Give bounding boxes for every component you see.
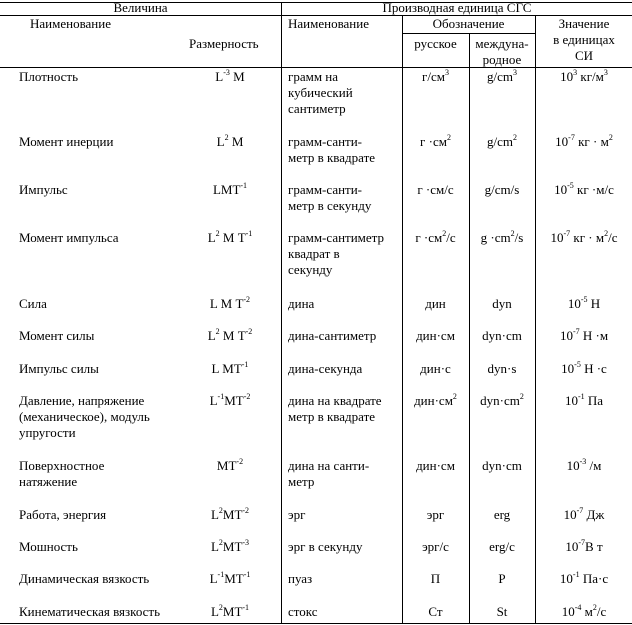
column-separator-1	[281, 2, 282, 623]
row-si-value: $10^{-5}$ Н	[567, 294, 601, 311]
row-international-symbol: $g/cm^3$	[487, 67, 517, 84]
header-si-value-2: в единицах	[553, 32, 615, 47]
row-si-value: $10^{-7}$ кг · $м^2/с$	[550, 228, 618, 245]
row-quantity-name: Момент силы	[19, 328, 95, 343]
row-dimension: $L^{-1}МТ^{-1}$	[209, 569, 251, 586]
row-international-symbol: erg/c	[489, 539, 515, 554]
row-quantity-name: Поверхностное	[19, 458, 105, 473]
row-unit-name: грамм-сантиметр	[288, 230, 385, 245]
row-dimension: $L^2МТ^{-2}$	[210, 505, 250, 522]
row-quantity-name: Импульс силы	[19, 361, 99, 376]
row-russian-symbol: эрг	[426, 507, 445, 522]
table-bottom-rule	[0, 623, 632, 624]
row-quantity-name: упругости	[19, 425, 76, 440]
row-si-value: $10^3$ $кг/м^3$	[560, 67, 608, 84]
row-unit-name: дина	[288, 296, 315, 311]
row-russian-symbol: дин·с	[420, 361, 451, 376]
row-dimension: $L^2$ М $Т^{-1}$	[207, 228, 253, 245]
row-dimension: $L^2$ М	[216, 132, 244, 149]
row-si-value: $10^{-5}$ Н ·с	[561, 359, 607, 376]
header-dimension: Размерность	[189, 36, 259, 51]
row-quantity-name: Сила	[19, 296, 47, 311]
row-russian-symbol: $дин\cdot см^2$	[414, 391, 457, 408]
row-international-symbol: St	[496, 604, 508, 619]
header-bottom-rule	[0, 67, 632, 68]
row-quantity-name: Плотность	[19, 69, 79, 84]
header-name: Наименование	[30, 16, 111, 31]
row-si-value: $10^{-5}$ кг ·м/с	[554, 180, 614, 197]
row-international-symbol: $g/cm^2$	[487, 132, 517, 149]
row-unit-name: кубический	[288, 85, 353, 100]
row-quantity-name: Импульс	[19, 182, 68, 197]
row-international-symbol: $g \cdot cm^2/s$	[480, 228, 524, 245]
row-si-value: $10^{-1}$ Па	[564, 391, 604, 408]
row-dimension: $МТ^{-2}$	[216, 456, 244, 473]
row-quantity-name: Момент инерции	[19, 134, 114, 149]
row-unit-name: дина-сантиметр	[288, 328, 377, 343]
row-si-value: $10^{-1}$ Па·с	[559, 569, 609, 586]
row-si-value: $10^{-7}В$ т	[565, 537, 603, 554]
row-russian-symbol: $г/см^3$	[422, 67, 449, 84]
row-unit-name: грамм-санти-	[288, 182, 363, 197]
row-unit-name: грамм-санти-	[288, 134, 363, 149]
row-russian-symbol: Ст	[428, 604, 443, 619]
row-quantity-name: Давление, напряжение	[19, 393, 145, 408]
row-unit-name: дина-секунда	[288, 361, 363, 376]
row-si-value: $10^{-4}$ $м^2/с$	[561, 602, 607, 619]
row-russian-symbol: эрг/с	[422, 539, 449, 554]
header-si-value-1: Значение	[558, 16, 610, 31]
row-unit-name: грамм на	[288, 69, 339, 84]
row-dimension: $L^{-3}$ М	[215, 67, 245, 84]
row-russian-symbol: $г \cdot см^2$	[420, 132, 451, 149]
row-unit-name: эрг	[288, 507, 306, 522]
row-unit-name: пуаз	[288, 571, 313, 586]
row-russian-symbol: дин	[425, 296, 446, 311]
row-dimension: $L^2МТ^{-3}$	[210, 537, 250, 554]
row-quantity-name: Динамическая вязкость	[19, 571, 150, 586]
row-international-symbol: dyn·cm	[482, 328, 522, 343]
row-international-symbol: dyn·cm	[482, 458, 522, 473]
row-international-symbol: Р	[498, 571, 506, 586]
header-cgs-unit: Производная единица СГС	[382, 0, 532, 15]
row-quantity-name: натяжение	[19, 474, 78, 489]
row-dimension: $LMT^{-1}$	[212, 180, 248, 197]
row-international-symbol: $dyn\cdot cm^2$	[480, 391, 524, 408]
header-international-1: междуна-	[475, 36, 529, 51]
row-dimension: L М $Т^{-2}$	[209, 294, 251, 311]
row-quantity-name: Мошность	[19, 539, 78, 554]
row-international-symbol: g/cm/s	[484, 182, 520, 197]
row-quantity-name: (механическое), модуль	[19, 409, 150, 424]
row-unit-name: дина на квадрате	[288, 393, 382, 408]
row-si-value: $10^{-3}$ /м	[566, 456, 602, 473]
header-unit-name: Наименование	[288, 16, 369, 31]
row-international-symbol: erg	[493, 507, 511, 522]
row-russian-symbol: дин·см	[416, 328, 455, 343]
row-international-symbol: dyn	[492, 296, 512, 311]
row-unit-name: метр	[288, 474, 315, 489]
row-unit-name: квадрат в	[288, 246, 340, 261]
row-unit-name: секунду	[288, 262, 333, 277]
row-russian-symbol: П	[430, 571, 441, 586]
row-unit-name: дина на санти-	[288, 458, 370, 473]
row-russian-symbol: $г \cdot см^2/с$	[415, 228, 456, 245]
row-russian-symbol: г ·см/с	[417, 182, 454, 197]
header-quantity: Величина	[113, 0, 168, 15]
header-si-value-3: СИ	[574, 48, 594, 63]
row-unit-name: стокс	[288, 604, 318, 619]
header-designation: Обозначение	[432, 16, 505, 31]
row-si-value: $10^{-7}$ кг · $м^2$	[555, 132, 613, 149]
row-dimension: L $МТ^{-1}$	[211, 359, 249, 376]
row-international-symbol: dyn·s	[487, 361, 517, 376]
column-separator-2	[402, 15, 403, 623]
header-russian: русское	[414, 36, 457, 51]
row-unit-name: сантиметр	[288, 101, 346, 116]
row-russian-symbol: дин·см	[416, 458, 455, 473]
row-dimension: $L^2МТ^{-1}$	[210, 602, 250, 619]
row-unit-name: метр в квадрате	[288, 409, 376, 424]
column-separator-4	[535, 15, 536, 623]
row-dimension: $L^{-1}МТ^{-2}$	[209, 391, 251, 408]
row-unit-name: метр в секунду	[288, 198, 372, 213]
row-quantity-name: Момент импульса	[19, 230, 119, 245]
header-international-2: родное	[482, 52, 522, 67]
row-unit-name: метр в квадрате	[288, 150, 376, 165]
row-quantity-name: Кинематическая вязкость	[19, 604, 161, 619]
row-quantity-name: Работа, энергия	[19, 507, 107, 522]
row-unit-name: эрг в секунду	[288, 539, 363, 554]
row-si-value: $10^{-7}$ Дж	[563, 505, 605, 522]
row-dimension: $L^2$ М $Т^{-2}$	[207, 326, 253, 343]
row-si-value: $10^{-7}$ Н ·м	[559, 326, 609, 343]
